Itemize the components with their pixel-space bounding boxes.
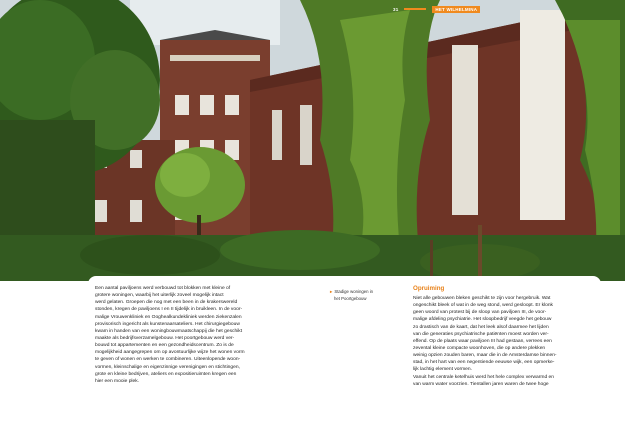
photo-caption (330, 288, 405, 302)
text-line: effend. Op de plaats waar paviljoen III had gestaan, verrees een (413, 338, 552, 344)
text-line: ongeschikt bleek of wat in de weg stond, werd gesloopt. Er klonk (413, 303, 554, 309)
header-rule (404, 8, 426, 10)
text-line: mogelijkheid aangegrepen om op avontuurlijke wijze het wonen vorm (95, 350, 245, 356)
text-line: provisorisch ingericht als kunstenaarsateliers. Het chirurgiegebouw (95, 321, 240, 327)
text-line: stad, in het hart van een negentiende eeuwse wijk, een opmerke- (413, 360, 555, 366)
text-line: maakte als bedrijfsverzamelgebouw. Het poortgebouw werd ver- (95, 335, 235, 341)
text-line: bouwd tot appartementen en een gezondheidscentrum. Zo is de (95, 343, 234, 349)
right-text-column (413, 295, 601, 388)
text-line: Niet alle gebouwen bleken geschikt te zijn voor hergebruik. Wat (413, 296, 551, 301)
text-line: van die generaties psychiatrische patiënten moest worden ver- (413, 331, 549, 337)
text-line: stonden, kregen de paviljoens I en II tijdelijk in bruikleen. In de voor- (95, 307, 243, 313)
section-title: HET WILHELMINA (432, 6, 480, 13)
running-header (393, 4, 480, 14)
page-number: 31 (393, 6, 399, 12)
text-line: werd gelaten. Groepen die nog met een been in de krakerswereld (95, 300, 238, 306)
text-line: Een aantal paviljoens werd verbouwd tot blokken met kleine of (95, 286, 231, 291)
text-line: kwam in handen van een woningbouwmaatschappij die het geschikt (95, 328, 243, 334)
text-line: weinig opzien zouden baren, maar die in de Amsterdamse binnen- (413, 353, 557, 359)
caption-line: het Poortgebouw (334, 296, 367, 302)
subheading: Opruiming (413, 285, 445, 292)
text-line: Vanuit het centrale ketelhuis werd het hele complex verwarmd en (413, 374, 554, 380)
text-line: vormen, kleinschalige en eigenzinnige verenigingen en stichtingen, (95, 364, 240, 370)
text-line: zevental kleine compacte woonhoven, die op andere plekken (413, 345, 546, 351)
text-line: malige Vrouwenkliniek en Ooghealkundekliniek werden ziekenzalen (95, 314, 242, 320)
text-line: malige afdeling psychiatrie. Het sloopbedrijf veegde het gebouw (413, 317, 552, 323)
text-line: lijk lachtig element vormen. (413, 367, 472, 373)
text-line: geen woord van protest bij de sloop van paviljoen III, de voor- (413, 310, 547, 316)
caption-line: Stadige woningen in (334, 289, 374, 294)
text-line: grote en kleine bedrijven, ateliers en expositieruimten kregen een (95, 371, 237, 377)
text-line: van warm water voorzien. Tientallen jaren waren de twee hoge (413, 381, 549, 387)
text-line: te geven of wonen en werken te combineren. Uiteenlopende woon- (95, 357, 241, 363)
left-text-column (95, 285, 305, 385)
text-line: hier een mooie plek. (95, 378, 140, 384)
caption-arrow-icon: ▸ (330, 289, 333, 294)
text-line: grotere woningen, waarbij het uiterlijk zoveel mogelijk intact (95, 293, 224, 299)
text-line: zo drastisch van de kaart, dat het leek alsof daarmee het lijden (413, 324, 549, 330)
